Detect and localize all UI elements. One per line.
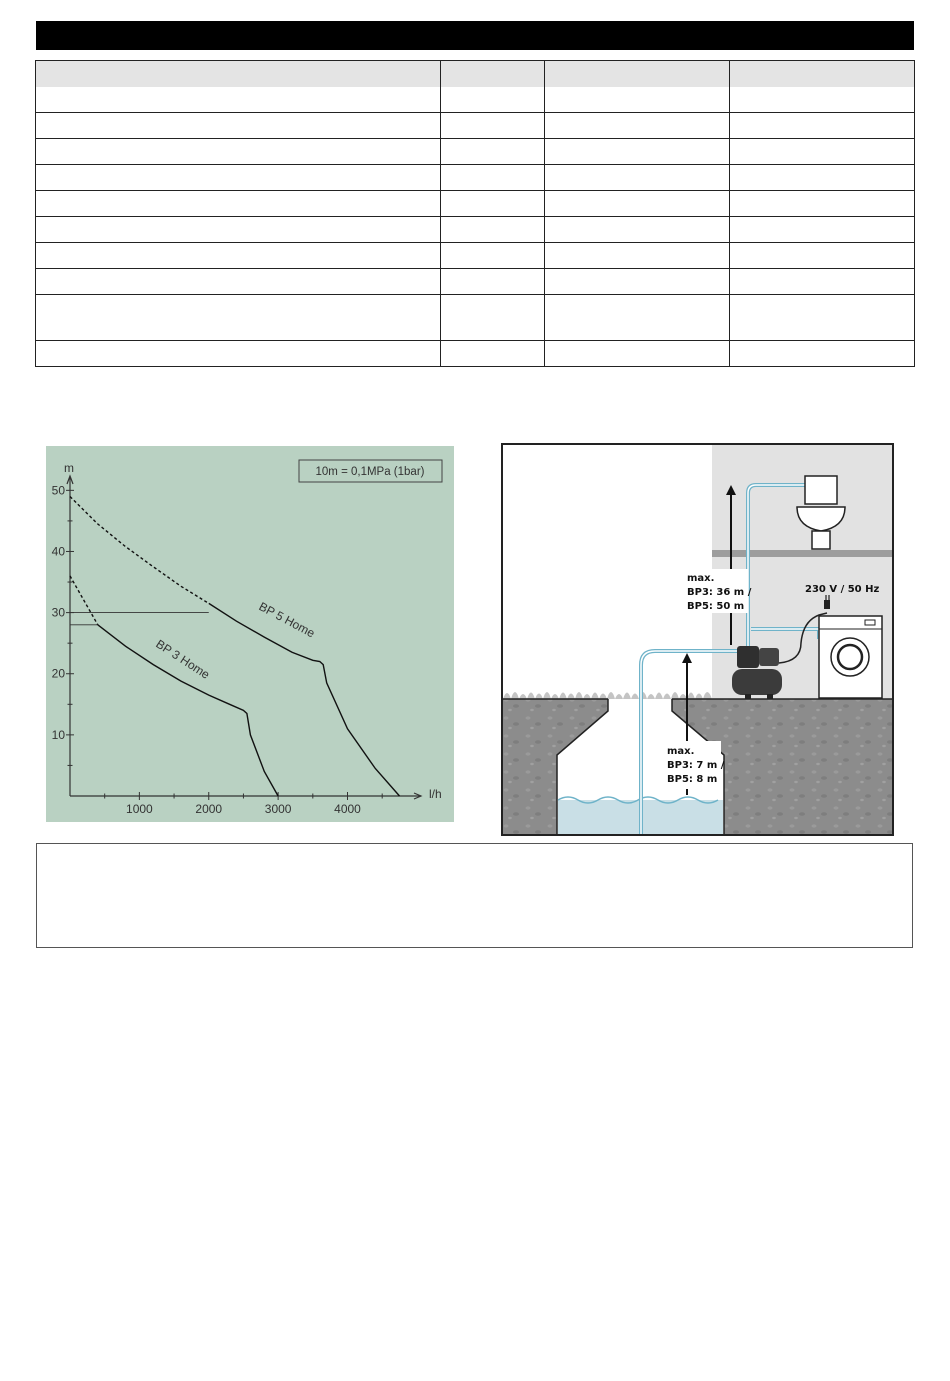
x-tick-label: 4000 [334, 802, 361, 816]
table-row [36, 295, 915, 341]
x-axis-label: l/h [429, 787, 442, 801]
table-cell [545, 295, 730, 341]
table-cell [730, 87, 915, 113]
x-tick-label: 2000 [195, 802, 223, 816]
table-row [36, 341, 915, 367]
table-row [36, 243, 915, 269]
table-cell [730, 139, 915, 165]
table-cell [545, 113, 730, 139]
table-cell [545, 165, 730, 191]
delivery-label-line3: BP5: 50 m [687, 601, 745, 612]
diagram-canvas [501, 443, 894, 836]
washing-machine-icon [819, 616, 882, 698]
table-cell [441, 269, 545, 295]
table-cell [441, 243, 545, 269]
table-row [36, 139, 915, 165]
table-cell [730, 269, 915, 295]
suction-label-line2: BP3: 7 m / [667, 760, 725, 771]
table-cell [441, 191, 545, 217]
table-cell [441, 217, 545, 243]
table-cell [36, 139, 441, 165]
suction-label-line1: max. [667, 746, 695, 757]
y-axis-label: m [64, 461, 74, 475]
table-cell [36, 269, 441, 295]
y-tick-label: 10 [51, 727, 65, 742]
y-tick-label: 30 [51, 605, 65, 620]
table-cell [441, 295, 545, 341]
series-label-bp3: BP 3 Home [153, 636, 213, 682]
table-cell [730, 113, 915, 139]
table-cell [730, 295, 915, 341]
table-cell [545, 243, 730, 269]
table-cell [441, 341, 545, 367]
table-cell [730, 165, 915, 191]
note-box [36, 843, 913, 948]
conversion-note: 10m = 0,1MPa (1bar) [315, 466, 425, 478]
table-cell [545, 191, 730, 217]
table-cell [545, 87, 730, 113]
power-supply-label: 230 V / 50 Hz [805, 584, 880, 595]
table-cell [36, 87, 441, 113]
table-cell [730, 341, 915, 367]
table-cell [441, 139, 545, 165]
chart-background [46, 446, 454, 822]
table-cell [36, 165, 441, 191]
table-cell [36, 243, 441, 269]
table-header-cell [441, 61, 545, 88]
table-header-row [36, 61, 915, 88]
y-tick-label: 40 [51, 544, 65, 559]
table-header-cell [730, 61, 915, 88]
table-cell [545, 139, 730, 165]
table-cell [441, 113, 545, 139]
table-row [36, 165, 915, 191]
table-row [36, 217, 915, 243]
table-cell [730, 191, 915, 217]
table-row [36, 269, 915, 295]
pump-performance-chart [46, 446, 454, 822]
table-row [36, 87, 915, 113]
table-cell [36, 113, 441, 139]
upper-floor [712, 550, 892, 557]
table-header-cell [545, 61, 730, 88]
table-cell [545, 269, 730, 295]
y-tick-label: 20 [51, 666, 65, 681]
technical-data-table [35, 60, 915, 367]
chart-canvas [46, 446, 454, 822]
suction-label-line3: BP5: 8 m [667, 774, 718, 785]
series-label-bp5: BP 5 Home [256, 599, 318, 641]
table-cell [36, 191, 441, 217]
table-cell [441, 165, 545, 191]
section-title-bar [36, 21, 914, 50]
table-cell [36, 295, 441, 341]
x-tick-label: 3000 [264, 802, 292, 816]
y-tick-label: 50 [51, 483, 65, 498]
table-cell [545, 341, 730, 367]
table-cell [36, 217, 441, 243]
table-row [36, 113, 915, 139]
table-cell [730, 217, 915, 243]
x-tick-label: 1000 [126, 802, 153, 816]
delivery-label-line1: max. [687, 573, 715, 584]
table-row [36, 191, 915, 217]
delivery-label-line2: BP3: 36 m / [687, 587, 752, 598]
table-cell [441, 87, 545, 113]
table-cell [36, 341, 441, 367]
installation-diagram [501, 443, 894, 836]
table-header-cell [36, 61, 441, 88]
table-cell [545, 217, 730, 243]
table-cell [730, 243, 915, 269]
